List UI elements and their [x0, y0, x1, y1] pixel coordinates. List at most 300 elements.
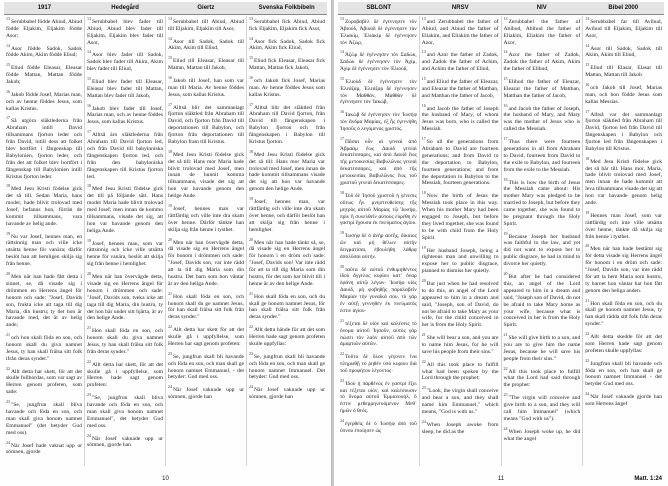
verse [87, 433, 163, 450]
verse-number: 15 [87, 76, 91, 82]
verse [249, 75, 325, 99]
translation-column [166, 16, 247, 466]
verse [87, 392, 163, 429]
verse-number: 13 [585, 16, 590, 21]
verse [585, 298, 662, 328]
verse-number: 22 [6, 365, 10, 371]
page-number: 11 [497, 476, 505, 482]
verse [504, 177, 581, 228]
verse-text: Hon skall föda en son, och honom skall du giva namnet Jesus, ty han skall frälsa sitt folk från deras synder." [87, 328, 163, 355]
verse-number: 14 [421, 49, 426, 55]
verse [585, 16, 662, 40]
left-page [0, 0, 332, 486]
verse-number: 15 [249, 55, 253, 61]
verse-text: This is how the birth of Jesus the Messiah came about: His mother Mary was pledged to be married to Joseph, but before they came together, she was found to be pregnant through the Holy Spirit. [503, 179, 581, 227]
verse [504, 332, 581, 362]
verse-number: 20 [6, 271, 10, 277]
verse-number: 13 [340, 16, 344, 21]
verse [504, 16, 581, 46]
verse-number: 24 [421, 418, 426, 424]
verse [249, 291, 325, 321]
verse-text: Zerubbabel the father of Abihud, Abihud the father of Eliakim, Eliakim the father of Azor, [503, 18, 581, 46]
verse-number: 15 [168, 55, 172, 61]
verse-text: Alltså blir det sammanlagt fjorton släktled från Abraham till David, och fjorton från David till deportationen till Babylon, och fjorton från deportationen till Babylon fram till Kristus. [168, 104, 244, 145]
verse-text: She will give birth to a son, and you are to give him the name Jesus, because he will save his people from their sins." [503, 335, 581, 362]
verse [340, 418, 417, 435]
verse-text: När Josef vaknade gjorde han som Herrens ängel [585, 394, 662, 407]
verse [6, 440, 82, 457]
verse-number: 19 [87, 237, 91, 243]
verse [168, 351, 244, 381]
verse-text: Ἀζὼρ δὲ ἐγέννησεν τὸν Σαδώκ, Σαδὼκ δὲ ἐγέννησεν τὸν Ἀχίμ, Ἀχὶμ δὲ ἐγέννησεν τὸν Ἐλιούδ, [340, 52, 417, 73]
verse-text: "Se, jungfrun skall bliva havande och föda en son, och man skall giva honom namnet Emmanuel" (det betyder Gud med oss). [6, 402, 82, 436]
verse [504, 426, 581, 443]
verse-text: Josef, hennes man var rättfärdig och ville inte dra skam över henne. Därför tänkte han skilja sig från henne i tysthet. [168, 205, 244, 233]
verse-text: Se, jungfrun skall bli havande och föda en son, och man skall ge honom namnet Immanuel. Det betyder: Gud med oss. [249, 353, 325, 381]
verse-number: 21 [503, 332, 508, 338]
verse-number: 23 [249, 350, 253, 356]
verse-text: Hon skall föda en son, och du skall ge honom namnet Jesus, för han skall frälsa sitt folk från deras synder." [249, 293, 325, 321]
verse-number: 18 [421, 190, 426, 196]
verse [249, 36, 325, 53]
verse-text: Allt detta har skett för att det skulle gå i uppfyllelse, som Herren har sagt genom profeten: [168, 327, 244, 347]
verse-text: When Joseph woke up, he did what the angel [503, 428, 581, 442]
verse [6, 89, 82, 113]
verse-text: Elihud the father of Eleazar, Eleazar the father of Matthan, Matthan the father of Jacob, [503, 78, 581, 99]
verse-text: Allt detta har skett, för att det skulle gå i uppfyllelse, som Herren hade sagt genom profeten: [87, 361, 163, 389]
verse [422, 245, 499, 275]
verse-text: Alltså äro släktlederna från Abraham till David fjorton led, och från David till babyloniska fångenskapen fjorton led, och från den babyloniska fångenskapen till Kristus fjorton led. [87, 132, 163, 180]
left-columns [4, 16, 327, 466]
column-header: NRSV [451, 5, 469, 11]
verse-text: Alltså var det sammanlagt fjorton släktled från Abraham till David, fjorton led från David till fångenskapen i Babylon och fjorton led från fångenskapen i Babylon till Kristus. [585, 111, 662, 152]
verse-text: Ἰακὼβ δὲ ἐγέννησεν τὸν Ἰωσὴφ τὸν ἄνδρα Μαρίας, ἐξ ἧς ἐγεννήθη Ἰησοῦς ὁ λεγόμενος χριστός. [340, 112, 417, 132]
verse [87, 129, 163, 180]
verse-number: 24 [249, 384, 253, 390]
verse [422, 419, 499, 436]
verse [340, 49, 417, 73]
verse-number: 16 [249, 75, 253, 81]
verse [6, 366, 82, 396]
verse-text: Eliud blev fader till Eleasar, Eleasar blev fader till Mattan, Mattan blev fader till Jakob, [87, 78, 163, 99]
verse [249, 102, 325, 146]
verse-number: 16 [340, 109, 344, 115]
verse-text: Med Jesu Kristi födelse gick det så till: Hans mor Maria hade blivit trolovad med Josef, men innan de hunnit komma tillsammans, visade det sig att hon var havande genom den helige Ande. [168, 151, 244, 200]
verse [340, 190, 417, 227]
verse-number: 13 [249, 16, 253, 21]
column-header: NIV [536, 5, 547, 11]
verse-text: But after he had considered this, an angel of the Lord appeared to him in a dream and said, "Joseph son of David, do not be afraid to take Mary home as your wife, because what is conceived in her is from the Holy Spirit. [503, 273, 581, 329]
verse-number: 20 [585, 243, 590, 249]
verse [585, 243, 662, 294]
verse-number: 20 [249, 236, 253, 242]
verse-text: Eliud födde Eleasar, Eleasar födde Mattan, Mattan födde Jakob; [6, 65, 82, 85]
verse-text: and Zerubbabel the father of Abiud, and Abiud the father of Eliakim, and Eliakim the father of Azor, [421, 18, 499, 46]
verse-text: ἐγερθεὶς δὲ ὁ Ἰωσὴφ ἀπὸ τοῦ ὕπνου ἐποίησεν ὡς [340, 420, 417, 434]
verse-number: 13 [421, 16, 426, 21]
translation-column [502, 16, 584, 466]
verse-text: Asor till Sadok, Sadok till Akim, Akim till Eliud, [168, 38, 244, 52]
verse-number: 14 [87, 49, 91, 55]
verse [87, 325, 163, 355]
verse [504, 76, 581, 100]
verse-text: Asor till Sadok, Sadok till Akim, Akim till Eliud, [585, 45, 662, 59]
verse-text: Asor födde Sadok, Sadok födde Akim, Akim födde Eliud; [6, 45, 82, 59]
verse-text: Eliud fick Eleasar, Eleasar fick Mattan, Mattan fick Jakob, [249, 58, 325, 72]
verse-number: 18 [6, 183, 10, 189]
translation-column [247, 16, 327, 466]
verse-number: 13 [87, 16, 91, 21]
verse [504, 392, 581, 422]
verse-number: 14 [168, 35, 172, 41]
verse-text: Serubbabel blev fader till Abiud, Abiud blev fader till Eljakim, Eljakim blev fader till Asor, [87, 18, 163, 46]
verse-number: 15 [340, 75, 344, 81]
verse-text: Men när han hade fått detta i sinnet, se, då visade sig i drömmen en Herrens ängel för honom och sade: "Josef, Davids son, frukta icke att taga till dig Maria, din hustru; ty det hon är havande med, det är av helig ande; [6, 273, 82, 329]
verse [504, 136, 581, 173]
verse [168, 16, 244, 33]
verse-text: Πᾶσαι οὖν αἱ γενεαὶ ἀπὸ Ἀβραὰμ ἕως Δαυὶδ γενεαὶ δεκατέσσαρες, καὶ ἀπὸ Δαυὶδ ἕως τῆς μετοικεσίας Βαβυλῶνος γενεαὶ δεκατέσσαρες, καὶ ἀπὸ τῆς μετοικεσίας Βαβυλῶνος ἕως τοῦ χριστοῦ γενεαὶ δεκατέσσαρες. [340, 138, 417, 187]
verse [422, 76, 499, 100]
verse-number: 15 [6, 62, 10, 68]
verse-number: 18 [87, 183, 91, 189]
verse [87, 103, 163, 127]
verse-text: Hennes man Josef, som var rättfärdig och inte ville utsätta över henne, tänkte då skilja sig från henne i tysthet. [585, 212, 662, 240]
verse [168, 384, 244, 401]
verse-number: 14 [6, 42, 10, 48]
column-header: SBLGNT [366, 5, 392, 11]
verse-number: 17 [6, 115, 10, 121]
verse-number: 20 [168, 236, 172, 242]
column-header: Svenska Folkbibeln [258, 5, 315, 11]
verse-number: 15 [585, 62, 590, 68]
verse-number: 17 [168, 101, 172, 107]
verse-number: 23 [168, 350, 172, 356]
verse-text: Asor blev fader till Sadok, Sadok blev fader till Akim, Akim blev fader till Eliud, [87, 52, 163, 73]
verse-text: and Jacob the father of Joseph, the husband of Mary, and Mary was the mother of Jesus who is called the Messiah. [503, 105, 581, 133]
verse-text: and Eliud the father of Eleazar, and Eleazar the father of Matthan, and Matthan the father of Jacob, [421, 78, 499, 99]
verse-number: 19 [340, 230, 344, 236]
verse-number: 21 [6, 332, 10, 338]
verse-text: Alltså blir det släktled från Abraham till David fjorton, från David till fångenskapen i Babylon fjorton och från fångenskapen i Babylon till Kristus fjorton. [249, 104, 325, 145]
verse [168, 324, 244, 348]
verse-number: 21 [340, 317, 344, 323]
verse-text: Ζοροβαβὲλ δὲ ἐγέννησεν τὸν Ἀβιούδ, Ἀβιοὺδ δὲ ἐγέννησεν τὸν Ἐλιακίμ, Ἐλιακὶμ δὲ ἐγέννησεν τὸν Ἀζώρ, [340, 18, 417, 46]
verse-text: Josef, hennes man, var rättfärdig och ville inte dra skam över henne, och därför beslöt han att skilja sig från henne i hemlighet. [249, 199, 325, 233]
verse-number: 20 [340, 263, 344, 269]
verse-text: Eliud till Eleasar, Eleasar till Mattan, Mattan till Jakob, [168, 58, 244, 72]
verse-number: 24 [87, 432, 91, 438]
verse-number: 14 [503, 49, 508, 55]
passage-reference: Matt. 1:24 [634, 476, 662, 482]
verse-text: och Jakob till Josef, Marias man, och hon födde Jesus som kallas Messias. [585, 84, 662, 105]
left-header-row [4, 2, 327, 15]
verse [422, 385, 499, 415]
verse [249, 384, 325, 401]
verse [6, 183, 82, 227]
verse-text: When Joseph awoke from sleep, he did as the [421, 421, 499, 435]
verse-text: Men när han övervägde detta, då visade sig en Herrens ängel för honom i drömmen och sade: "Josef, Davids son, var inte rädd att ta till dig Maria som din hustru. Det barn som hon väntar är av den heliga Ande. [168, 239, 244, 287]
verse-text: Serubbabel till Abiud, Abiud till Eljakim, Eljakim till Asor, [168, 18, 244, 32]
verse-text: "Se, jungfrun skall bliva havande och föda en son, och man skall giva honom namnet Emmanuel", det betyder Gud med oss. [87, 395, 163, 429]
verse-text: När Josef vaknade upp ur sömnen, gjorde han [168, 387, 244, 401]
verse-number: 23 [87, 392, 91, 398]
verse-number: 19 [421, 244, 426, 250]
verse-number: 19 [249, 196, 253, 202]
verse-number: 22 [249, 324, 253, 330]
verse [249, 351, 325, 381]
verse [585, 62, 662, 79]
verse-number: 22 [168, 324, 172, 330]
translation-column [583, 16, 664, 466]
verse-text: Τοῦτο δὲ ὅλον γέγονεν ἵνα πληρωθῇ τὸ ῥηθὲν ὑπὸ κυρίου διὰ τοῦ προφήτου λέγοντος· [340, 354, 417, 374]
verse-number: 17 [421, 136, 426, 142]
verse-text: Med Jesu Kristi födelse gick det så till: Hans mor Maria var trolovad med Josef, men innan de hade kommit tillsammans visade det sig att hon var havande genom den helige Ande. [249, 151, 325, 193]
verse [87, 271, 163, 322]
verse [504, 231, 581, 268]
verse-text: Hon skall föda en son, och honom skall du ge namnet Jesus, för han skall frälsa sitt folk från deras synder." [168, 293, 244, 321]
verse-text: Jakob till Josef, han som var man till Maria. Av henne föddes Jesus, som kallas Kristus. [168, 77, 244, 98]
verse-text: Because Joseph her husband was faithful to the law, and yet did not want to expose her to public disgrace, he had in mind to divorce her quietly. [503, 233, 581, 268]
translation-column [4, 16, 85, 466]
verse [87, 359, 163, 389]
verse-number: 16 [168, 75, 172, 81]
verse-text: Serubbabel födde Abiud, Abiud födde Eljakim, Eljakim födde Asor; [6, 18, 82, 39]
verse-number: 21 [421, 332, 426, 338]
verse [340, 318, 417, 348]
verse [422, 332, 499, 356]
verse [87, 49, 163, 73]
verse-number: 21 [249, 290, 253, 296]
verse-text: She will bear a son, and you are to name him Jesus, for he will save his people from their sins." [421, 335, 499, 355]
verse [87, 76, 163, 100]
right-page [334, 0, 668, 486]
verse-text: Allt detta har skett, för att det skulle fullbordas, som var sagt av Herren genom profeten, som sade: [6, 368, 82, 396]
verse-number: 19 [503, 230, 508, 236]
verse [585, 391, 662, 408]
verse-number: 22 [340, 351, 344, 357]
verse [168, 237, 244, 288]
verse-number: 18 [585, 155, 590, 161]
verse-text: All this took place to fulfill what the Lord had said through the prophet: [503, 368, 581, 389]
verse [249, 149, 325, 193]
verse-text: But just when he had resolved to do this, an angel of the Lord appeared to him in a dream and said, "Joseph, son of David, do not be afraid to take Mary as your wife, for the child conceived in her is from the Holy Spirit. [421, 280, 499, 329]
verse [168, 203, 244, 233]
verse [168, 55, 244, 72]
verse [504, 366, 581, 390]
column-header: 1917 [37, 5, 52, 11]
verse-number: 16 [421, 102, 426, 108]
verse [6, 115, 82, 180]
verse-text: Her husband Joseph, being a righteous man and unwilling to expose her to public disgrace, planned to dismiss her quietly. [421, 247, 499, 275]
verse-number: 16 [503, 102, 508, 108]
verse [340, 264, 417, 315]
verse-number: 13 [6, 16, 10, 21]
verse-text: Men när han övervägde detta, visade sig en Herrens ängel för honom i drömmen och sade: "Josef, Davids son, tveka icke att taga till dig Maria, din hustru, ty det hon bär under sitt hjärta, är av den helige Ande. [87, 273, 163, 322]
verse [422, 359, 499, 383]
verse-text: Men när han hade tänkt så, se, då visade sig en Herrens ängel för honom i en dröm och sade: "Josef, Davids son! Var inte rädd för att ta till dig Maria som din hustru, för det som har blivit till i henne är av den helige Ande. [249, 239, 325, 287]
verse-number: 22 [585, 331, 590, 337]
verse-number: 21 [168, 290, 172, 296]
verse [340, 76, 417, 106]
right-columns [338, 16, 664, 466]
verse [422, 278, 499, 329]
verse-number: 17 [340, 135, 344, 141]
verse [504, 271, 581, 329]
verse [340, 136, 417, 187]
verse-text: "Look, the virgin shall conceive and bear a son, and they shall name him Emmanuel," which means, "God is with us." [421, 388, 499, 415]
verse [168, 291, 244, 321]
verse-number: 23 [6, 399, 10, 405]
verse-text: och Jakob fick Josef, Marias man. Av henne föddes Jesus som kallas Kristus. [249, 77, 325, 98]
verse-number: 23 [340, 377, 344, 383]
verse-text: När Josef hade vaknat upp ur sömnen, gjorde [6, 442, 82, 456]
verse-text: Ἰδοὺ ἡ παρθένος ἐν γαστρὶ ἕξει καὶ τέξεται υἱόν, καὶ καλέσουσιν τὸ ὄνομα αὐτοῦ Ἐμμανουήλ, ὅ ἐστιν μεθερμηνευόμενον Μεθ᾽ ἡμῶν ὁ θεός. [340, 380, 417, 415]
verse-number: 24 [503, 425, 508, 431]
right-header-row [338, 2, 664, 15]
verse [6, 62, 82, 86]
verse [249, 55, 325, 72]
verse [340, 351, 417, 375]
verse [6, 399, 82, 436]
verse-number: 14 [340, 49, 344, 55]
verse [340, 16, 417, 46]
verse-text: Allt detta hände för att det som Herren hade sagt genom profeten skulle uppfyllas: [249, 327, 325, 347]
translation-column [420, 16, 502, 466]
verse-text: Hon skall föda en son, och du skall ge honom namnet Jesus, ty han skall rädda sitt folk från deras synder." [585, 300, 662, 328]
verse [249, 324, 325, 348]
verse-text: and Azor the father of Zadok, and Zadok the father of Achim, and Achim the father of Eliud, [421, 52, 499, 73]
verse-number: 16 [87, 102, 91, 108]
verse-number: 16 [585, 81, 590, 87]
verse [340, 230, 417, 260]
verse [585, 109, 662, 153]
verse-number: 16 [6, 88, 10, 94]
verse-number: 19 [168, 203, 172, 209]
verse [87, 16, 163, 46]
page-number: 10 [162, 476, 169, 482]
verse-number: 23 [503, 392, 508, 398]
verse [585, 156, 662, 207]
verse [422, 136, 499, 187]
verse-text: Serubbabel fick Abiud, Abiud fick Eljakim, Eljakim fick Asor, [249, 18, 325, 32]
verse-number: 13 [503, 16, 508, 21]
verse [6, 332, 82, 362]
verse-text: Allt detta skedde för att det som Herren hade sagt genom profeten skulle uppfyllas: [585, 334, 662, 354]
verse [249, 16, 325, 33]
verse [340, 109, 417, 133]
verse-number: 24 [6, 439, 10, 445]
verse-number: 15 [421, 76, 426, 82]
verse-text: τέξεται δὲ υἱὸν καὶ καλέσεις τὸ ὄνομα αὐτοῦ Ἰησοῦν, αὐτὸς γὰρ σώσει τὸν λαὸν αὐτοῦ ἀπὸ τῶν ἁμαρτιῶν αὐτῶν. [340, 320, 417, 348]
verse-number: 18 [168, 148, 172, 154]
verse-number: 21 [87, 325, 91, 331]
column-header: Giertz [197, 5, 215, 11]
verse-number: 13 [168, 16, 172, 21]
verse-text: Med Jesu Kristi födelse gick det så till. Sedan Maria, hans moder, hade blivit trolovad med Josef, befanns hon, förrän de kommit tillsammans, vara havande av helig ande. [6, 186, 82, 227]
verse-number: 17 [503, 136, 508, 142]
verse [168, 75, 244, 99]
verse-text: Now the birth of Jesus the Messiah took place in this way. When his mother Mary had been engaged to Joseph, but before they lived together, she was found to be with child from the Holy Spirit. [421, 193, 499, 241]
verse [422, 16, 499, 46]
verse-number: 21 [585, 297, 590, 303]
verse [168, 149, 244, 200]
verse-number: 15 [503, 76, 508, 82]
verse [422, 103, 499, 133]
verse [585, 210, 662, 240]
verse-text: Så utgöra släktlederna från Abraham intill David tillsammans fjorton leder och från David, intill dess att folket blev bortfört i fångenskap till Babylonien, fjorton leder, och från det att folket blev bortfört i fångenskap till Babylonien intill Kristus fjorton leder. [6, 118, 82, 180]
verse-text: Men när han hade bestämt sig för detta visade sig Herrens ängel för honom i en dröm och sade: "Josef, Davids son, var inte rädd för att ta hem Maria som hustru, ty barnet hon väntar har hon fått genom den heliga anden. [585, 246, 662, 294]
verse-number: 20 [421, 278, 426, 284]
verse-text: Jakob födde Josef, Marias man, och av henne föddes Jesus, som kallas Kristus. [6, 91, 82, 112]
verse-number: 18 [340, 190, 344, 196]
verse-text: and Jacob the father of Joseph the husband of Mary, of whom Jesus was born, who is called the Messiah. [421, 105, 499, 133]
verse [422, 49, 499, 73]
verse [422, 190, 499, 241]
verse-text: ταῦτα δὲ αὐτοῦ ἐνθυμηθέντος ἰδοὺ ἄγγελος κυρίου κατ᾽ ὄναρ ἐφάνη αὐτῷ λέγων· Ἰωσὴφ υἱὸς Δαυίδ, μὴ φοβηθῇς παραλαβεῖν Μαρίαν τὴν γυναῖκά σου, τὸ γὰρ ἐν αὐτῇ γεννηθὲν ἐκ πνεύματός ἐστιν ἁγίου· [340, 266, 417, 314]
verse-text: Jakob blev fader till Josef, Marias man, och av henne föddes Jesus, som kallas Kristus. [87, 105, 163, 126]
verse-number: 24 [585, 391, 590, 397]
verse-text: Eliud till Elasar, Elasar till Mattan, Mattan till Jakob [585, 65, 662, 79]
verse-number: 19 [6, 230, 10, 236]
verse [168, 36, 244, 53]
verse-text: När Josef vaknade upp ur sömnen, gjorde han [87, 435, 163, 449]
verse-number: 19 [585, 210, 590, 215]
verse [6, 231, 82, 268]
verse-text: So all the generations from Abraham to David are fourteen generations; and from David to the deportation to Babylon, fourteen generations; and from the deportation to Babylon to the Messiah, fourteen generations. [421, 138, 499, 187]
verse-text: Thus there were fourteen generations in all from Abraham to David, fourteen from David to the exile to Babylon, and fourteen from the exile to the Messiah. [503, 138, 581, 173]
verse-number: 24 [340, 418, 344, 424]
translation-column [85, 16, 166, 466]
verse-number: 17 [585, 108, 590, 114]
column-header: Hedegård [111, 5, 139, 11]
verse-number: 17 [87, 129, 91, 135]
verse-text: Josef, hennes man, som var rättsinnig och icke ville utsätta henne för vanära, beslöt att skilja sig från henne i hemlighet. [87, 240, 163, 268]
verse-text: Serubbabel far till Avihud, Avihud till Eljakim, Eljakim till Asor, [585, 18, 662, 39]
verse-text: Nu var Josef, hennes man, en rättsinnig man och ville icke utsätta henne för vanära; därför beslöt han att hemligen skilja sig från henne. [6, 233, 82, 268]
verse-number: 14 [249, 35, 253, 41]
verse-number: 14 [585, 42, 590, 48]
verse-text: När Josef vaknade upp ur sömnen, gjorde han [249, 387, 325, 401]
verse-text: Τοῦ δὲ Ἰησοῦ χριστοῦ ἡ γένεσις οὕτως ἦν. μνηστευθείσης τῆς μητρὸς αὐτοῦ Μαρίας τῷ Ἰωσήφ, πρὶν ἢ συνελθεῖν αὐτοὺς εὑρέθη ἐν γαστρὶ ἔχουσα ἐκ πνεύματος ἁγίου. [340, 192, 417, 227]
verse-number: 18 [503, 176, 508, 182]
verse [87, 238, 163, 268]
verse-number: 23 [585, 357, 590, 363]
verse-text: "The virgin will conceive and give birth to a son, and they will call him Immanuel" (which means "God with us"). [503, 395, 581, 422]
verse [585, 82, 662, 106]
verse-number: 24 [168, 384, 172, 390]
verse [87, 183, 163, 234]
verse [585, 331, 662, 355]
verse [504, 103, 581, 133]
verse [6, 43, 82, 60]
verse-text: och hon skall föda en son, och honom skall du giva namnet Jesus, ty han skall frälsa sitt folk ifrån deras synder." [6, 335, 82, 362]
verse-number: 20 [503, 271, 508, 277]
verse-text: Med Jesu Kristi födelse gick det till på följande sätt. Hans moder Maria hade blivit trolovad med Josef; men innan de kommo tillsammans, visade det sig, att hon var havande genom den heliga Ande. [87, 186, 163, 234]
verse-text: Se, jungfrun skall bli havande och föda en son, och man skall ge honom namnet Emmanuel, - det betyder: Gud med oss. [168, 353, 244, 381]
verse [585, 358, 662, 388]
verse-number: 22 [87, 358, 91, 364]
verse-text: Ἐλιοὺδ δὲ ἐγέννησεν τὸν Ἐλεάζαρ, Ἐλεάζαρ δὲ ἐγέννησεν τὸν Μαθθάν, Μαθθὰν δὲ ἐγέννησεν τὸν Ἰακώβ, [340, 78, 417, 106]
verse [249, 237, 325, 288]
verse [504, 49, 581, 73]
verse [6, 16, 82, 40]
verse [585, 43, 662, 60]
verse [6, 271, 82, 329]
translation-column [338, 16, 420, 466]
verse-number: 20 [87, 271, 91, 277]
verse-text: Azor the father of Zadok, Zadok the father of Akim, Akim the father of Elihud, [503, 52, 581, 73]
verse [340, 378, 417, 415]
